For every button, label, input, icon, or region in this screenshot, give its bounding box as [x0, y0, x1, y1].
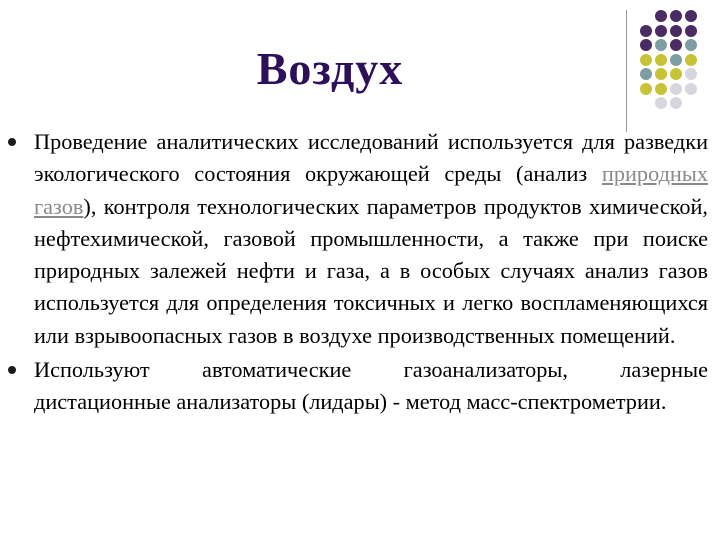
bullet-dot-icon — [8, 366, 16, 374]
decorative-dot — [640, 25, 652, 37]
decorative-dot — [670, 25, 682, 37]
bullet-text — [34, 126, 708, 352]
bullet-item — [0, 354, 720, 419]
decorative-dot — [685, 54, 697, 66]
decorative-dot — [655, 83, 667, 95]
decorative-dot — [670, 54, 682, 66]
decorative-dot — [655, 39, 667, 51]
bullet-text: Используют автоматические газоанализаторы, лазерные дистационные анализаторы (лидары) - метод масс-спектрометрии. — [34, 357, 708, 415]
decorative-dot — [655, 97, 667, 109]
bullet-dot-icon — [8, 138, 16, 146]
decorative-dot — [685, 39, 697, 51]
slide-title: Воздух — [256, 43, 404, 94]
decorative-dot — [655, 68, 667, 80]
link-gases[interactable]: газов — [34, 193, 84, 219]
decorative-dot — [670, 39, 682, 51]
decorative-dot — [685, 83, 697, 95]
decorative-dot — [670, 97, 682, 109]
decorative-dot — [640, 54, 652, 66]
decorative-dot-grid — [640, 10, 712, 112]
decorative-dot — [670, 10, 682, 22]
slide-content — [0, 126, 720, 419]
decorative-dot — [670, 68, 682, 80]
bullet-text-part: Проведение аналитических исследований используется для разведки экологического состояния окружающей среды (анализ — [34, 129, 708, 187]
decorative-dot — [640, 83, 652, 95]
decorative-dot — [640, 39, 652, 51]
decorative-dot — [685, 68, 697, 80]
link-natural[interactable]: природных — [601, 161, 708, 187]
decorative-dot — [685, 25, 697, 37]
decorative-dot — [640, 68, 652, 80]
bullet-text-part: ), контроля технологических параметров продуктов химической, нефтехимической, газовой промышленности, а также при поиске природных залежей нефти и газа, а в особых случаях анализ газов используется для определения токсичных и легко воспламеняющихся или взрывоопасных газов в воздухе производственных помещений. — [34, 193, 708, 348]
decorative-dot — [670, 83, 682, 95]
decorative-divider — [626, 10, 627, 132]
decorative-dot — [655, 10, 667, 22]
bullet-item — [0, 126, 720, 352]
decorative-dot — [685, 10, 697, 22]
decorative-dot — [655, 25, 667, 37]
decorative-dot — [655, 54, 667, 66]
